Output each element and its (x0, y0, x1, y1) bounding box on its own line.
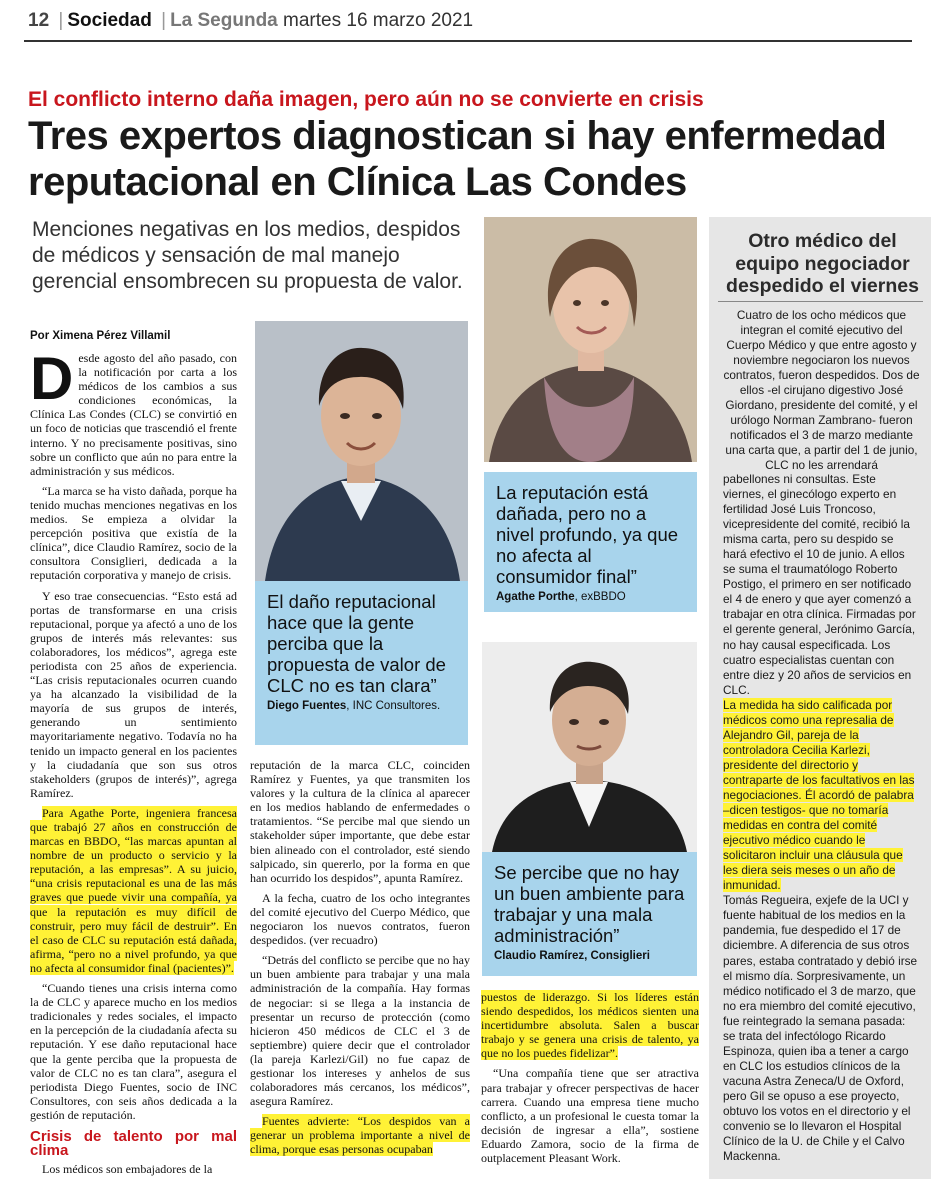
header-separator: | (58, 10, 64, 31)
article-kicker: El conflicto interno daña imagen, pero aún no se convierte en crisis (28, 88, 704, 111)
body-paragraph: A la fecha, cuatro de los ocho integrantes del comité ejecutivo del Cuerpo Médico, que negociaron los nuevos contratos, fueron despedidos. (ver recuadro) (250, 890, 470, 948)
pull-quote-diego-fuentes (255, 581, 468, 745)
sidebar-paragraph: Cuatro de los ocho médicos que integran el comité ejecutivo del Cuerpo Médico y que entre agosto y noviembre negociaron los nuevos contratos, fueron despedidos. Dos de ellos -el cirujano digestivo José Giordano, presidente del comité, y el urólogo Norman Zambrano- fueron notificados el 3 de marzo mediante una carta que, a partir del 1 de junio, CLC no les arrendará (723, 308, 920, 473)
quote-author: Diego Fuentes (267, 700, 347, 712)
header-rule (24, 40, 912, 42)
body-paragraph-highlighted (250, 1114, 470, 1156)
quote-author: Claudio Ramírez, Consiglieri (494, 950, 650, 962)
pull-quote-agathe-porthe (484, 472, 697, 612)
body-column-2 (250, 758, 470, 1163)
highlighted-text: La medida ha sido calificada por médicos como una represalia de Alejandro Gil, pareja de la controladora Cecilia Karlezi, presidente del directorio y contraparte de los facultativos en las negociaciones. Él acordó de palabra –dicen testigos- que no tomaría medidas en contra del comité ejecutivo médico cuando le solicitaron incluir una cláusula que les diera seis meses o un año de inmunidad. (723, 697, 915, 893)
body-paragraph: “Una compañía tiene que ser atractiva para trabajar y ofrecer perspectivas de hacer carrera. Cuando una empresa tiene mucho conflicto, a un profesional le cuesta tomar la decisión de ingresar a ella”, sostiene Eduardo Zamora, socio de la firma de outplacement Pleasant Work. (481, 1066, 699, 1166)
photo-agathe-porthe (484, 217, 697, 462)
quote-text: El daño reputacional hace que la gente perciba que la propuesta de valor de CLC no es tan clara” (267, 591, 446, 696)
article-deck: Menciones negativas en los medios, despidos de médicos y sensación de mal manejo gerencial ensombrecen su propuesta de valor. (32, 218, 463, 293)
quote-author: Agathe Porthe (496, 591, 575, 603)
portrait-illustration (255, 321, 468, 581)
body-paragraph-highlighted (30, 806, 237, 975)
body-paragraph: reputación de la marca CLC, coinciden Ramírez y Fuentes, ya que transmiten los valores y la cultura de la clínica al aparecer en los medios hablando de enfermedades o tratamientos. “Se percibe mal que siendo un stakeholder súper importante, que debe estar bien alineado con el controlador, esté siendo salpicado, sin quererlo, por la forma en que han ocurrido los despidos”, apunta Ramírez. (250, 758, 470, 885)
body-paragraph: “Cuando tienes una crisis interna como la de CLC y aparece mucho en los medios tradicionales y redes sociales, el impacto en la percepción de la ciudadanía afecta su reputación. Y ese daño reputacional hace que la gente perciba que la propuesta de valor de CLC no es tan clara”, asegura el periodista Diego Fuentes, socio de INC Consultores, con seis años dedicada a la gestión de reputación. (30, 981, 237, 1122)
highlighted-text: Fuentes advierte: “Los despidos van a generar un problema importante a nivel de clima, porque esas personas ocupaban (250, 1114, 470, 1157)
page-header (28, 10, 473, 32)
body-column-1 (30, 345, 237, 1182)
portrait-illustration (482, 642, 697, 852)
quote-org: , exBBDO (574, 591, 626, 603)
body-paragraph (30, 345, 237, 478)
drop-cap: D (30, 345, 74, 412)
page-number: 12 (28, 10, 50, 31)
body-paragraph-highlighted (481, 990, 699, 1060)
sidebar-title: Otro médico del equipo negociador despedido el viernes (726, 230, 919, 297)
byline: Por Ximena Pérez Villamil (30, 330, 171, 342)
sidebar-paragraph-highlighted (723, 698, 920, 894)
body-paragraph: “La marca se ha visto dañada, porque ha tenido muchas menciones negativas en los medios. Se empieza a olvidar la percepción positiva que existía de la clínica”, dice Claudio Ramírez, socio de la consultora Consiglieri, dedicada a la reputación corporativa y manejo de crisis. (30, 483, 237, 583)
publication-name: La Segunda (170, 10, 278, 31)
sidebar-body (723, 472, 920, 1164)
photo-diego-fuentes (255, 321, 468, 581)
body-paragraph: Y eso trae consecuencias. “Esto está ad portas de transformarse en una crisis reputacional, porque ya afectó a uno de los grupos de interés más relevantes: sus colaboradores, los médicos”, agrega este periodista con 25 años de experiencia. “Las crisis reputacionales ocurren cuando ya ha alcanzado la visibilidad de la mayoría de sus grupos de interés, generando un sentimiento mayoritariamente negativo. Todavía no ha tenido un impacto general en los pacientes y la ciudadanía que son sus otros stakeholders (grupos de interés)”, agrega Ramírez. (30, 588, 237, 800)
section-name: Sociedad (67, 10, 152, 31)
paragraph-text: esde agosto del año pasado, con la notificación por carta a los médicos de los cambios a sus condiciones económicas, la Clínica Las Condes (CLC) se convirtió en un foco de noticias que trascendió el frente interno. Y no precisamente positivas, sino sobre un conflicto que aún no para entre la administración y sus médicos. (30, 351, 237, 478)
quote-attribution (267, 699, 458, 713)
photo-claudio-ramirez (482, 642, 697, 852)
sidebar-paragraph: pabellones ni consultas. Este viernes, el ginecólogo experto en fertilidad José Luis Troncoso, vicepresidente del comité, recibió la misma carta, pero su despido se hará efectivo el 10 de junio. A ellos se suma el traumatólogo Roberto Postigo, el primero en ser notificado el 4 de enero y que ayer comenzó a trabajar en otra clínica. Firmadas por el gerente general, Jerónimo García, no hay causal especificada. Los cuatro especialistas cuentan con entre diez y 20 años de servicios en CLC. (723, 472, 916, 697)
quote-text: Se percibe que no hay un buen ambiente para trabajar y una mala administración” (494, 862, 685, 946)
sidebar-paragraph: Tomás Regueira, exjefe de la UCI y fuente habitual de los medios en la pandemia, fue despedido el 17 de diciembre. A diferencia de sus otros pares, estaba contratado y debió irse el mismo día. Sorpresivamente, un médico notificado el 3 de marzo, que no era miembro del comité ejecutivo, fue reintegrado la semana pasada: se trata del infectólogo Ricardo Espinoza, quien iba a tener a cargo en CLC los estudios clínicos de la vacuna Astra Zeneca/U de Oxford, pero Gil se opuso a ese proyecto, obtuvo los votos en el directorio y el convenio se lo llevaron el Hospital Clínico de la U. de Chile y el Calvo Mackenna. (723, 893, 918, 1164)
issue-date: martes 16 marzo 2021 (283, 10, 474, 31)
portrait-illustration (484, 217, 697, 462)
subheading: Crisis de talento por mal clima (30, 1127, 237, 1160)
body-column-3 (481, 990, 699, 1171)
quote-org: , INC Consultores. (346, 700, 441, 712)
body-paragraph: “Detrás del conflicto se percibe que no hay un buen ambiente para trabajar y una mala administración de la compañía. Hay formas de negociar: si se llega a la instancia de presentar un recurso de protección (como hicieron 450 médicos de CLC el 3 de septiembre) quiere decir que el controlador (la pareja Karlezi/Gil) no fue capaz de gestionar los intereses y anhelos de sus colaboradores más cercanos, los médicos”, asegura Ramírez. (250, 953, 470, 1109)
sidebar-rule (718, 301, 923, 302)
quote-attribution (494, 949, 687, 963)
quote-text: La reputación está dañada, pero no a nivel profundo, ya que no afecta al consumidor final” (496, 482, 679, 587)
body-paragraph: Los médicos son embajadores de la (42, 1162, 213, 1177)
quote-attribution (496, 590, 687, 604)
article-headline: Tres expertos diagnostican si hay enfermedad reputacional en Clínica Las Condes (28, 114, 887, 204)
highlighted-text: Para Agathe Porte, ingeniera francesa que trabajó 27 años en construcción de marcas en BBDO, “las marcas apuntan al nombre de un producto o servicio y la reputación, a las empresas”. A su juicio, “una crisis reputacional es una de las más graves que puede vivir una compañía, ya que la reputación es muy difícil de construir, pero muy fácil de destruir”. En el caso de CLC su reputación está dañada, afirma, “pero no a nivel profundo, ya que no afecta al consumidor final (pacientes)”. (30, 805, 237, 975)
pull-quote-claudio-ramirez (482, 852, 697, 976)
highlighted-text: puestos de liderazgo. Si los líderes están siendo despedidos, los médicos sienten una incertidumbre absoluta. Salen a buscar trabajo y se genera una crisis de talento, ya que no los puedes fidelizar”. (481, 990, 699, 1061)
header-separator: | (161, 10, 167, 31)
